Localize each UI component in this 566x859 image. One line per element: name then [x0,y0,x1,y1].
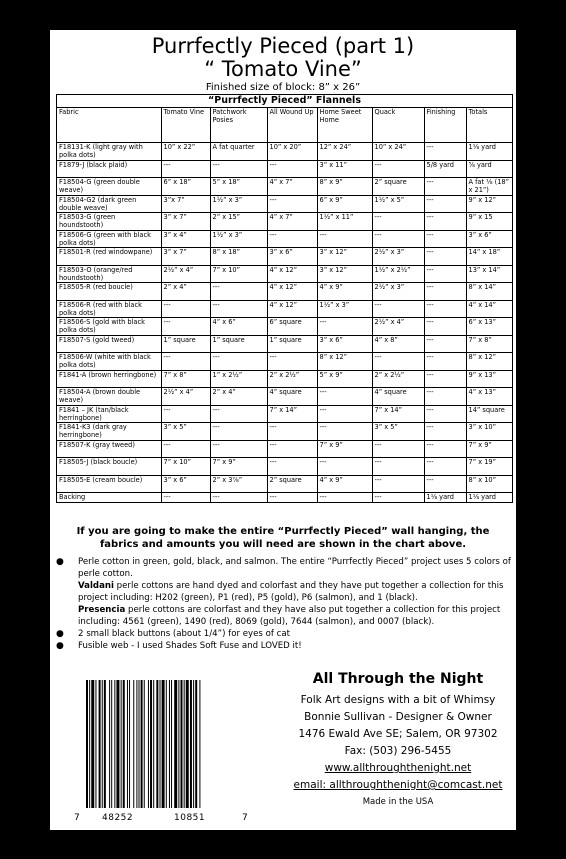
table-row [57,475,512,493]
company-designer: Bonnie Sullivan - Designer & Owner [304,711,492,723]
table-row [57,335,512,353]
table-cell: --- [210,160,267,178]
table-cell: --- [424,423,466,441]
fabric-note-line: fabrics and amounts you will need are shown in the chart above. [99,539,467,550]
barcode-digit: 7 [242,813,249,823]
table-cell: --- [161,353,210,371]
table-cell: 3” x 5” [161,423,210,441]
barcode-digit: 7 [74,813,81,823]
table-cell: 2” x 2½” [267,370,317,388]
page-subtitle: “ Tomato Vine” [204,57,362,81]
supplies-list [52,556,514,652]
company-address: 1476 Ewald Ave SE; Salem, OR 97302 [298,728,498,740]
barcode-bar [116,680,119,808]
table-cell: 7” x 8” [161,370,210,388]
barcode-bar [109,680,110,808]
fabric-table-body [57,143,512,503]
table-cell: --- [372,353,424,371]
table-cell: 4” x 12” [267,265,317,283]
table-row [57,458,512,476]
barcode-bar [181,680,183,808]
fabric-name-cell: F18131-K (light gray with polka dots) [57,143,161,161]
table-cell: --- [424,353,466,371]
fabric-name-cell: F18503-G (green houndstooth) [57,213,161,231]
table-cell: --- [424,370,466,388]
table-cell: 4” square [372,388,424,406]
table-row [57,405,512,423]
fabric-name-cell: F18505-R (red boucle) [57,283,161,301]
table-cell: 6” x 13” [466,318,512,336]
supply-detail-text: perle cottons are hand dyed and colorfast and they have put together a collection for this project including: H202 (green), P1 (red), P5 (gold), P6 (salmon), and 1 (black). [78,581,504,603]
table-cell: --- [372,475,424,493]
table-cell: 8” x 18” [210,248,267,266]
table-cell: 1½” x 3” [210,230,267,248]
pattern-page [50,30,516,830]
barcode-bar [141,680,143,808]
table-cell: 1” x 2½” [210,370,267,388]
table-row [57,160,512,178]
barcode-bar [89,680,90,808]
barcode-bar [102,680,103,808]
table-row [57,265,512,283]
table-cell: 2½” x 4” [161,388,210,406]
table-cell: 1” square [210,335,267,353]
table-cell: 5” x 9” [317,370,372,388]
table-row [57,318,512,336]
barcode-bar [114,680,115,808]
table-cell: --- [424,283,466,301]
brand-name: Presencia [78,605,126,615]
table-cell: --- [267,440,317,458]
table-cell: --- [267,458,317,476]
table-row [57,143,512,161]
column-header: Totals [466,108,512,143]
table-cell: --- [424,300,466,318]
supply-detail-text: perle cottons are colorfast and they have also put together a collection for this project including: 4561 (green), 1490 (red), 8069 (gold), 7644 (salmon), and 0007 (black). [78,605,501,627]
table-cell: --- [424,318,466,336]
table-cell: --- [317,230,372,248]
barcode-bar [199,680,200,808]
table-cell: --- [210,405,267,423]
barcode-bar [95,680,96,808]
table-cell: 8” x 9” [317,178,372,196]
supply-item [52,640,514,652]
table-cell: 2” square [372,178,424,196]
company-website-link[interactable]: www.allthroughthenight.net [324,762,472,774]
table-cell: --- [161,440,210,458]
barcode-bar [136,680,137,808]
barcode-bar [99,680,101,808]
fabric-requirements-table [57,108,512,502]
table-row [57,248,512,266]
table-cell: --- [210,283,267,301]
table-cell: --- [161,405,210,423]
fabric-name-cell: F1841-A (brown herringbone) [57,370,161,388]
table-cell: --- [267,230,317,248]
table-cell: --- [424,143,466,161]
barcode-bar [195,680,197,808]
company-fax: Fax: (503) 296-5455 [344,745,452,757]
table-row [57,300,512,318]
barcode-bar [127,680,128,808]
supply-item [52,628,514,640]
table-cell: 2” x 3⅞” [210,475,267,493]
column-header: Tomato Vine [161,108,210,143]
barcode-bar [123,680,125,808]
barcode-bar [111,680,112,808]
supply-text: Perle cotton in green, gold, black, and salmon. The entire “Purrfectly Pieced” project uses 5 colors of perle cotton. [78,557,511,579]
table-cell: 4” x 7” [267,213,317,231]
table-cell: --- [372,213,424,231]
table-cell: --- [372,160,424,178]
table-cell: 3” x 11” [317,160,372,178]
table-cell: --- [424,265,466,283]
table-cell: --- [424,458,466,476]
table-cell: 9” x 13” [466,370,512,388]
fabric-name-cell: F1879-J (black plaid) [57,160,161,178]
fabric-name-cell: F18505-J (black boucle) [57,458,161,476]
table-cell: --- [267,493,317,503]
fabric-name-cell: F18507-K (gray tweed) [57,440,161,458]
table-cell: 3” x 12” [317,265,372,283]
table-cell: 7” x 9” [210,458,267,476]
supply-detail [52,580,514,604]
table-cell: 1½” x 11” [317,213,372,231]
table-cell: 9” x 15 [466,213,512,231]
table-cell: 2” x 15” [210,213,267,231]
page-title: Purrfectly Pieced (part 1) [151,34,415,58]
table-cell: 6” x 18” [161,178,210,196]
table-cell: 3” x 4” [161,230,210,248]
table-cell: 7” x 14” [372,405,424,423]
barcode-bar [184,680,185,808]
table-cell: --- [424,213,466,231]
table-cell: 2½” x 4” [372,318,424,336]
table-cell: 2” square [267,475,317,493]
brand-name: Valdani [78,581,114,591]
fabric-name-cell: F18506-W (white with black polka dots) [57,353,161,371]
table-cell: --- [424,475,466,493]
table-cell: 7” x 19” [466,458,512,476]
fabric-note-line: If you are going to make the entire “Purrfectly Pieced” wall hanging, the [76,526,490,537]
barcode-digits: 48252 [102,813,134,823]
table-cell: --- [267,353,317,371]
fabric-name-cell: F18504-G2 (dark green double weave) [57,195,161,213]
table-cell: 8” x 10” [466,475,512,493]
fabric-name-cell: F18504-G (green double weave) [57,178,161,196]
table-cell: --- [424,195,466,213]
table-cell: 7” x 9” [317,440,372,458]
table-cell: --- [424,388,466,406]
company-tagline: Folk Art designs with a bit of Whimsy [300,694,496,706]
table-cell: 4” x 12” [267,300,317,318]
table-cell: A fat ⅛ (18” x 21”) [466,178,512,196]
company-info [280,670,516,810]
table-cell: --- [267,423,317,441]
barcode-bar [190,680,192,808]
table-cell: --- [424,440,466,458]
table-row [57,213,512,231]
table-cell: --- [210,440,267,458]
table-cell: --- [210,353,267,371]
barcode-bar [121,680,122,808]
table-cell: 4” x 7” [267,178,317,196]
table-cell: ⅝ yard [466,160,512,178]
barcode-bar [129,680,130,808]
table-cell: 7” x 8” [466,335,512,353]
table-cell: --- [424,248,466,266]
bullet-icon: ● [56,629,64,639]
supply-text: 2 small black buttons (about 1/4”) for eyes of cat [78,629,290,639]
fabric-name-cell: Backing [57,493,161,503]
table-cell: --- [317,423,372,441]
supply-item [52,556,514,580]
barcode-bar [156,680,158,808]
table-cell: 1½” x 2½” [372,265,424,283]
table-cell: --- [210,300,267,318]
barcode-bar [178,680,179,808]
fabric-note [62,525,504,551]
fabric-table [56,94,513,503]
table-cell: 2” x 4” [210,388,267,406]
fabric-name-cell: F18506-R (red with black polka dots) [57,300,161,318]
table-cell: --- [372,230,424,248]
table-cell: 6” square [267,318,317,336]
table-cell: 3” x 10” [466,423,512,441]
column-header: Finishing [424,108,466,143]
table-header-row [57,108,512,143]
table-row [57,283,512,301]
barcode-bar [193,680,194,808]
company-email-link[interactable]: email: allthroughthenight@comcast.net [293,779,503,791]
table-cell: --- [424,230,466,248]
table-cell: 3” x 12” [317,248,372,266]
table-cell: 4” x 13” [466,388,512,406]
table-row [57,440,512,458]
table-cell: --- [161,300,210,318]
table-cell: 7” x 10” [161,458,210,476]
table-cell: 4” x 9” [317,283,372,301]
barcode-bar [160,680,161,808]
fabric-name-cell: F18505-E (cream boucle) [57,475,161,493]
barcode-bar [150,680,152,808]
table-cell: 9” x 12” [466,195,512,213]
table-cell: --- [424,405,466,423]
table-cell: 5/8 yard [424,160,466,178]
table-cell: 13” x 14” [466,265,512,283]
barcode-bar [166,680,167,808]
table-cell: 10” x 24” [372,143,424,161]
fabric-name-cell: F18504-A (brown double weave) [57,388,161,406]
column-header: Quack [372,108,424,143]
barcode-digits: 10851 [174,813,206,823]
fabric-name-cell: F1841 – JK (tan/black herringbone) [57,405,161,423]
barcode-bar [139,680,140,808]
fabric-name-cell: F18507-S (gold tweed) [57,335,161,353]
barcode-bar [186,680,189,808]
table-cell: 7” x 14” [267,405,317,423]
table-row [57,493,512,503]
table-cell: 10” x 20” [267,143,317,161]
finished-size: Finished size of block: 8” x 26” [205,82,361,93]
table-cell: --- [372,300,424,318]
table-cell: --- [372,440,424,458]
table-cell: --- [210,423,267,441]
table-cell: 2” x 4” [161,283,210,301]
column-header: All Wound Up [267,108,317,143]
column-header: Home Sweet Home [317,108,372,143]
table-row [57,353,512,371]
barcode-bar [162,680,165,808]
barcode-bar [91,680,94,808]
barcode-bar [133,680,134,808]
table-cell: 4” x 9” [317,475,372,493]
barcode-bar [144,680,145,808]
table-cell: --- [372,493,424,503]
table-cell: --- [317,493,372,503]
table-cell: 3” x 6” [317,335,372,353]
barcode-bar [169,680,170,808]
barcode-bar [174,680,177,808]
table-cell: 1” square [267,335,317,353]
table-cell: --- [267,195,317,213]
table-cell: --- [424,178,466,196]
table-cell: --- [161,318,210,336]
table-row [57,178,512,196]
barcode-bar [86,680,88,808]
table-cell: 4” x 12” [267,283,317,301]
supply-detail [52,604,514,628]
bullet-icon: ● [56,641,64,651]
table-cell: 10” x 22” [161,143,210,161]
table-cell: --- [317,318,372,336]
table-cell: 2½” x 3” [372,248,424,266]
table-cell: 8” x 12” [317,353,372,371]
fabric-table-title: “Purrfectly Pieced” Flannels [57,95,512,108]
table-cell: 1” square [161,335,210,353]
table-cell: 1½” x 3” [317,300,372,318]
table-cell: 8” x 12” [466,353,512,371]
bullet-icon: ● [56,557,64,567]
table-cell: 4” x 8” [372,335,424,353]
table-cell: 2½” x 3” [372,283,424,301]
made-in: Made in the USA [362,797,434,807]
barcode [84,680,238,808]
table-cell: --- [317,388,372,406]
barcode-bar [104,680,106,808]
table-cell: 14” x 18” [466,248,512,266]
barcode-bar [153,680,154,808]
table-cell: 1½” x 5” [372,195,424,213]
table-cell: 6” x 9” [317,195,372,213]
table-cell: 8” x 14” [466,283,512,301]
table-cell: 4” square [267,388,317,406]
table-cell: A fat quarter [210,143,267,161]
table-cell: --- [161,160,210,178]
table-cell: 3” x 5” [372,423,424,441]
fabric-name-cell: F18506-S (gold with black polka dots) [57,318,161,336]
table-row [57,388,512,406]
table-row [57,370,512,388]
table-cell: --- [161,493,210,503]
column-header: Fabric [57,108,161,143]
barcode-bar [171,680,172,808]
table-cell: --- [210,493,267,503]
table-cell: 5” x 18” [210,178,267,196]
column-header: Patchwork Posies [210,108,267,143]
table-cell: 7” x 9” [466,440,512,458]
table-cell: 3” x 6” [161,475,210,493]
fabric-name-cell: F18506-G (green with black polka dots) [57,230,161,248]
supply-text: Fusible web - I used Shades Soft Fuse and LOVED it! [78,641,302,651]
table-cell: 1⅛ yard [424,493,466,503]
table-cell: 3” x 6” [466,230,512,248]
table-cell: 3”x 7” [161,195,210,213]
table-cell: 12” x 24” [317,143,372,161]
table-cell: 14” square [466,405,512,423]
table-cell: 1½” x 3” [210,195,267,213]
table-cell: 2” x 2½” [372,370,424,388]
table-cell: --- [317,458,372,476]
fabric-name-cell: F18501-R (red windowpane) [57,248,161,266]
table-cell: 2½” x 4” [161,265,210,283]
table-cell: 3” x 7” [161,213,210,231]
table-cell: 1⅛ yard [466,143,512,161]
table-cell: --- [372,458,424,476]
table-cell: 4” x 14” [466,300,512,318]
table-row [57,230,512,248]
table-cell: 1⅛ yard [466,493,512,503]
table-cell: --- [424,335,466,353]
fabric-name-cell: F1841-K3 (dark gray herringbone) [57,423,161,441]
fabric-name-cell: F18503-O (orange/red houndstooth) [57,265,161,283]
table-cell: 4” x 6” [210,318,267,336]
table-cell: 7” x 10” [210,265,267,283]
table-row [57,195,512,213]
table-cell: --- [267,160,317,178]
table-row [57,423,512,441]
table-cell: 3” x 6” [267,248,317,266]
company-name: All Through the Night [312,671,484,687]
table-cell: --- [317,405,372,423]
barcode-bar [148,680,149,808]
table-cell: 3” x 7” [161,248,210,266]
